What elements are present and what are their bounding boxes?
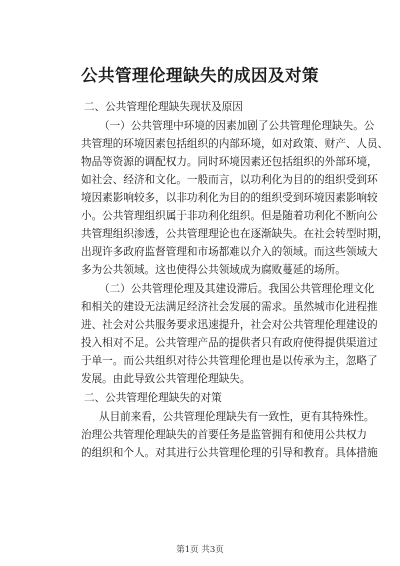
text-line: 如社会、经济和文化。一般而言，以功利化为目的的组织受到环	[81, 174, 378, 186]
text-line: 共管理的环境因素包括组织的内部环境，如对政策、财产、人员、	[81, 138, 389, 150]
text-line: 投入相对不足。公共管理产品的提供者只有政府使得提供渠道过	[81, 337, 378, 349]
text-line: 于单一。而公共组织对待公共管理伦理也是以传承为主，忽略了	[81, 355, 378, 367]
text-line: 的组织和个人。对其进行公共管理伦理的引导和教育。具体措施	[81, 447, 378, 459]
text-line: 小。公共管理组织属于非功利化组织。但是随着功利化不断向公	[81, 210, 378, 222]
text-line: 物品等资源的调配权力。同时环境因素还包括组织的外部环境，	[81, 156, 378, 168]
section-heading: 二、公共管理伦理缺失的对策	[84, 392, 222, 404]
text-line: 多为公共领域。这也使得公共领域成为腐败蔓延的场所。	[81, 264, 346, 276]
page-title: 公共管理伦理缺失的成因及对策	[81, 66, 319, 85]
text-line: 境因素影响较多，以非功利化为目的的组织受到环境因素影响较	[81, 192, 378, 204]
text-line: 从目前来看，公共管理伦理缺失有一致性，更有其特殊性。	[99, 411, 375, 423]
text-line: 出现许多政府监督管理和市场都难以介入的领域。而这些领域大	[81, 246, 378, 258]
text-line: （二）公共管理伦理及其建设滞后。我国公共管理伦理文化	[99, 283, 375, 295]
text-line: （一）公共管理中环境的因素加剧了公共管理伦理缺失。公	[99, 120, 375, 132]
text-line: 进、社会对公共服务要求迅速提升，社会对公共管理伦理建设的	[81, 319, 378, 331]
text-line: 发展。由此导致公共管理伦理缺失。	[81, 373, 251, 385]
paragraph	[81, 280, 378, 388]
page-footer: 第1页 共3页	[176, 545, 224, 555]
paragraph	[81, 117, 389, 279]
document-body	[81, 98, 389, 463]
section-heading: 二、公共管理伦理缺失现状及原因	[84, 101, 243, 113]
paragraph	[81, 408, 378, 462]
text-line: 和相关的建设无法满足经济社会发展的需求。虽然城市化进程推	[81, 301, 378, 313]
text-line: 共管理组织渗透，公共管理理论也在逐渐缺失。在社会转型时期，	[81, 228, 389, 240]
text-line: 治理公共管理伦理缺失的首要任务是监管拥有和使用公共权力	[81, 429, 368, 441]
